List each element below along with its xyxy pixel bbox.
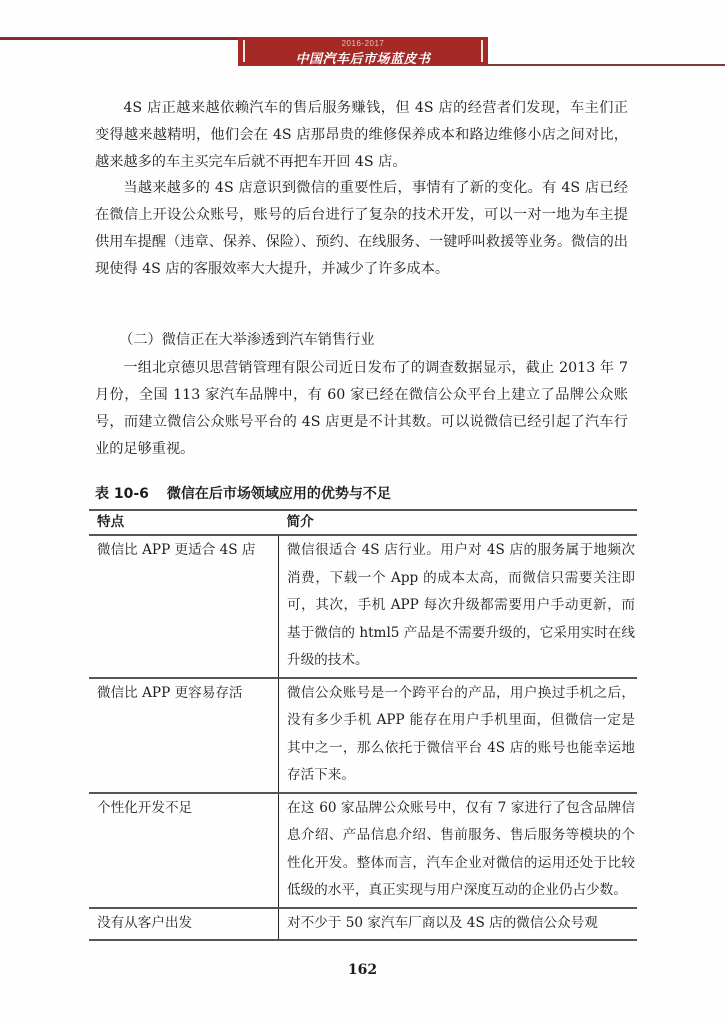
description-cell: 微信很适合 4S 店行业。用户对 4S 店的服务属于地频次消费，下载一个 App 的成本太高，而微信只需要关注即可，其次，手机 APP 每次升级都需要用户手动更新，而基于微信的 html5 产品是不需要升级的，它采用实时在线升级的技术。 bbox=[287, 542, 635, 668]
section-subheading: （二）微信正在大举渗透到汽车销售行业 bbox=[119, 332, 375, 348]
header-book-title: 中国汽车后市场蓝皮书 bbox=[295, 52, 431, 67]
page-number: 162 bbox=[347, 962, 378, 978]
description-cell: 对不少于 50 家汽车厂商以及 4S 店的微信公众号观 bbox=[287, 914, 598, 931]
paragraph-1: 4S 店正越来越依赖汽车的售后服务赚钱，但 4S 店的经营者们发现，车主们正变得越来越精明，他们会在 4S 店那昂贵的维修保养成本和路边维修小店之间对比，越来越多的车主买完车后就不再把车开回 4S 店。 bbox=[95, 100, 628, 170]
table-number: 表 10-6 bbox=[95, 486, 149, 502]
feature-cell: 微信比 APP 更容易存活 bbox=[89, 678, 279, 793]
header-banner bbox=[238, 37, 488, 66]
paragraph-3: 一组北京德贝思营销管理有限公司近日发布了的调查数据显示，截止 2013 年 7 月份，全国 113 家汽车品牌中，有 60 家已经在微信公众平台上建立了品牌公众账号，而建立微信公众账号平台的 4S 店更是不计其数。可以说微信已经引起了汽车行业的足够重视。 bbox=[95, 360, 628, 457]
table-row bbox=[89, 535, 637, 678]
column-header-description: 简介 bbox=[279, 510, 638, 535]
table-title: 微信在后市场领域应用的优势与不足 bbox=[166, 486, 391, 502]
header-rule-left bbox=[0, 37, 240, 40]
table-row bbox=[89, 793, 637, 908]
description-cell: 微信公众账号是一个跨平台的产品，用户换过手机之后，没有多少手机 APP 能存在用户手机里面，但微信一定是其中之一，那么依托于微信平台 4S 店的账号也能幸运地存活下来。 bbox=[287, 684, 635, 783]
paragraph-2: 当越来越多的 4S 店意识到微信的重要性后，事情有了新的变化。有 4S 店已经在微信上开设公众账号，账号的后台进行了复杂的技术开发，可以一对一地为车主提供用车提醒（违章、保养、保险）、预约、在线服务、一键呼叫救援等业务。微信的出现使得 4S 店的客服效率大大提升，并减少了许多成本。 bbox=[95, 180, 628, 277]
advantages-table bbox=[89, 509, 637, 941]
table-row bbox=[89, 908, 637, 941]
description-cell: 在这 60 家品牌公众账号中，仅有 7 家进行了包含品牌信息介绍、产品信息介绍、售前服务、售后服务等模块的个性化开发。整体而言，汽车企业对微信的运用还处于比较低级的水平，真正实现与用户深度互动的企业仍占少数。 bbox=[287, 799, 635, 898]
header-year: 2016-2017 bbox=[341, 39, 385, 48]
feature-cell: 个性化开发不足 bbox=[89, 793, 279, 908]
table-header-row bbox=[89, 510, 637, 535]
column-header-feature: 特点 bbox=[89, 510, 279, 535]
feature-cell: 微信比 APP 更适合 4S 店 bbox=[89, 535, 279, 678]
header-rule-right bbox=[488, 64, 725, 66]
table-caption bbox=[95, 483, 391, 503]
table-row bbox=[89, 678, 637, 793]
feature-cell: 没有从客户出发 bbox=[89, 908, 279, 941]
